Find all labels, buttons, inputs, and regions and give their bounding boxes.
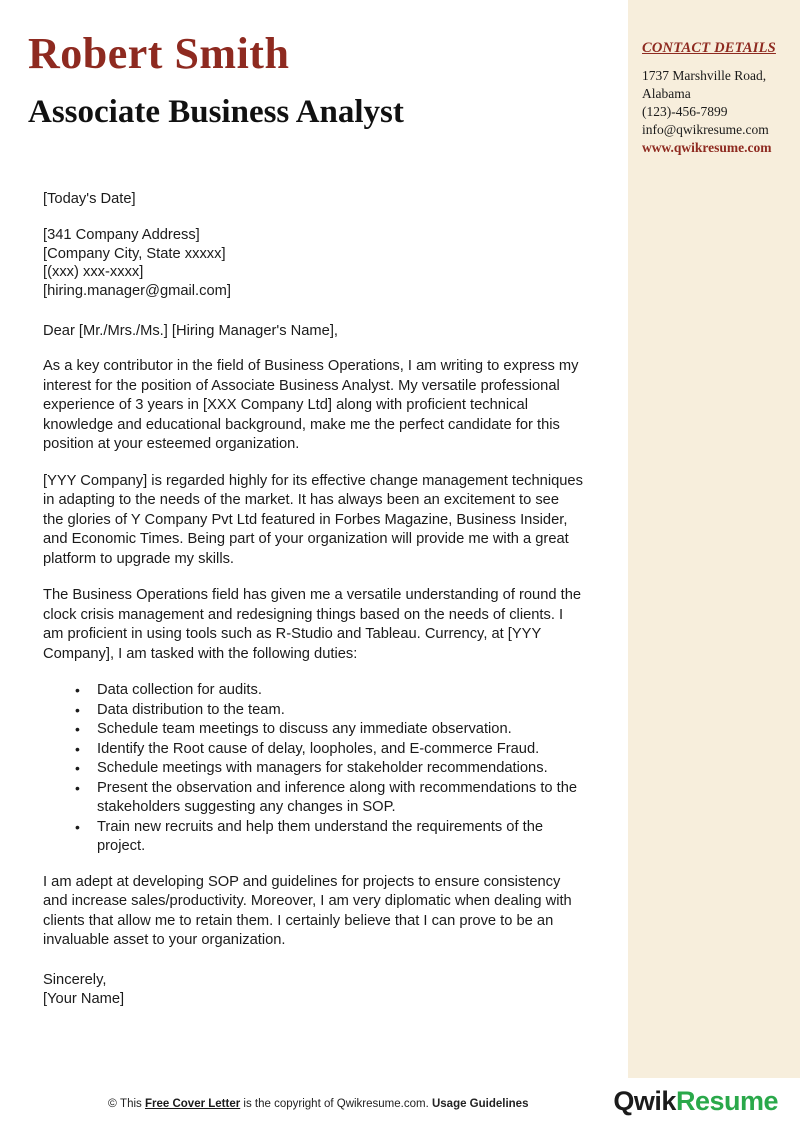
letter-salutation: Dear [Mr./Mrs./Ms.] [Hiring Manager's Name], <box>43 323 338 339</box>
usage-guidelines-link[interactable]: Usage Guidelines <box>431 1098 529 1110</box>
logo-qwik-text: Qwik <box>613 1086 676 1116</box>
signature-name: [Your Name] <box>43 991 125 1007</box>
letter-closing-paragraph: I am adept at developing SOP and guidelines for projects to ensure consistency and increase sales/productivity. Moreover, I am very diplomatic when dealing with clients that allow me to retain them. I certainly believe that I can prove to be an invaluable asset to your organization. <box>43 873 572 948</box>
duties-list <box>43 681 583 857</box>
footer-copyright <box>108 1096 528 1110</box>
contact-email: info@qwikresume.com <box>642 122 769 137</box>
contact-address-line-2: Alabama <box>642 86 691 101</box>
applicant-name: Robert Smith <box>28 29 290 78</box>
footer-text-after-link: is the copyright of Qwikresume.com. <box>243 1098 429 1110</box>
list-item: • Present the observation and inference along with recommendations to the stakeholders suggesting any changes in SOP. <box>93 779 583 818</box>
sign-off-text: Sincerely, <box>43 971 107 988</box>
list-item: • Data distribution to the team. <box>93 701 583 721</box>
letter-body <box>43 190 583 1010</box>
list-item: • Data collection for audits. <box>93 681 583 701</box>
contact-website[interactable]: www.qwikresume.com <box>642 140 772 155</box>
recipient-address-line: [(xxx) xxx-xxxx] <box>43 264 144 280</box>
copyright-icon: © <box>108 1096 117 1110</box>
letter-date: [Today's Date] <box>43 191 136 207</box>
list-item: • Identify the Root cause of delay, loopholes, and E-commerce Fraud. <box>93 740 583 760</box>
qwikresume-logo[interactable] <box>613 1086 778 1117</box>
applicant-job-title: Associate Business Analyst <box>28 94 404 130</box>
letter-paragraph: The Business Operations field has given me a versatile understanding of round the clock crisis management and redesigning things based on the needs of clients. I am proficient in using tools such as R-Studio and Tableau. Currency, at [YYY Company], I am tasked with the following duties: <box>43 587 582 662</box>
contact-phone: (123)-456-7899 <box>642 104 728 119</box>
page-footer <box>0 1078 800 1131</box>
recipient-address-line: [Company City, State xxxxx] <box>43 245 226 262</box>
logo-resume-text: Resume <box>675 1086 778 1116</box>
contact-details-heading: CONTACT DETAILS <box>642 40 776 56</box>
footer-text-before-link: This <box>120 1098 142 1110</box>
list-item: • Schedule meetings with managers for stakeholder recommendations. <box>93 759 583 779</box>
letter-sign-off <box>43 971 583 1010</box>
letter-paragraph: [YYY Company] is regarded highly for its effective change management techniques in adapting to the needs of the market. It has always been an excitement to see the glories of Y Company Pvt Ltd featured in Forbes Magazine, Business Insider, and Economic Times. Being part of your organization will provide me with a great platform to upgrade my skills. <box>43 472 583 567</box>
free-cover-letter-link[interactable]: Free Cover Letter <box>144 1098 241 1110</box>
list-item: • Schedule team meetings to discuss any immediate observation. <box>93 720 583 740</box>
contact-sidebar <box>628 0 800 1078</box>
letter-paragraph: As a key contributor in the field of Business Operations, I am writing to express my interest for the position of Associate Business Analyst. My versatile professional experience of 3 years in [XXX Company Ltd] along with proficient technical knowledge and educational background, make me the perfect candidate for this position at your esteemed organization. <box>43 358 579 452</box>
recipient-address <box>43 226 583 300</box>
contact-address-line-1: 1737 Marshville Road, <box>642 68 767 83</box>
recipient-address-line: [341 Company Address] <box>43 227 200 243</box>
recipient-address-line: [hiring.manager@gmail.com] <box>43 282 231 299</box>
list-item: • Train new recruits and help them understand the requirements of the project. <box>93 818 583 857</box>
